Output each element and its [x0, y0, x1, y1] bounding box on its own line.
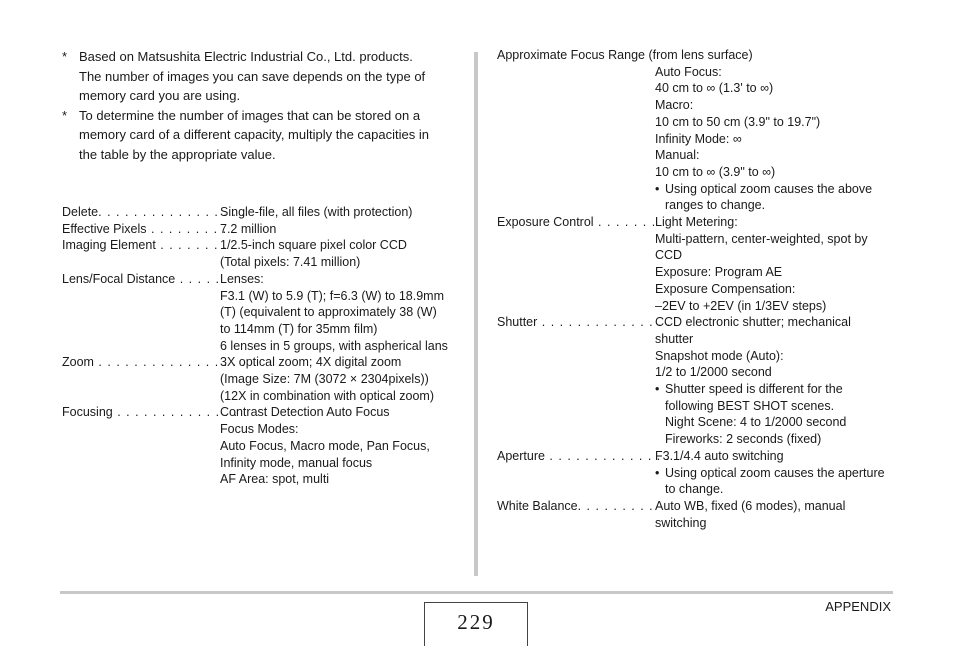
- footnotes: [62, 47, 462, 164]
- page-number-box: [424, 602, 528, 646]
- leader-dots: . . . . . . . .: [155, 238, 228, 253]
- spec-row-focusing: [62, 404, 462, 488]
- footnote-marker: *: [62, 107, 68, 123]
- spec-label: Exposure Control: [497, 215, 594, 230]
- spec-label: Shutter: [497, 315, 538, 330]
- spec-value: 40 cm to ∞ (1.3' to ∞): [655, 81, 774, 96]
- spec-row-exposure: [497, 214, 897, 314]
- leader-dots: . . . . . . . . . . . . . . .: [537, 315, 672, 330]
- spec-value: 1/2 to 1/2000 second: [655, 365, 772, 380]
- footer-rule: [60, 591, 893, 594]
- spec-label: Effective Pixels: [62, 221, 147, 236]
- spec-value: Infinity Mode: ∞: [655, 131, 742, 146]
- spec-value: Snapshot mode (Auto):: [655, 348, 784, 363]
- spec-value: Light Metering:: [655, 215, 738, 230]
- footnote: [62, 47, 462, 106]
- footnote-line: To determine the number of images that can be stored on a: [79, 107, 421, 123]
- spec-row-zoom: [62, 354, 462, 404]
- spec-list-right: [497, 47, 897, 531]
- spec-value: (Image Size: 7M (3072 × 2304pixels)): [220, 372, 429, 387]
- spec-row-imaging-element: [62, 237, 462, 270]
- spec-row-focus-range: [497, 64, 897, 214]
- spec-label: Aperture: [497, 448, 545, 463]
- spec-value: (Total pixels: 7.41 million): [220, 255, 361, 270]
- spec-row-white-balance: [497, 498, 897, 531]
- spec-value: F3.1/4.4 auto switching: [655, 448, 784, 463]
- leader-dots: . . . . . . . . .: [146, 221, 228, 236]
- footnote-line: the table by the appropriate value.: [79, 146, 276, 162]
- spec-value: Auto Focus, Macro mode, Pan Focus,: [220, 438, 430, 453]
- leader-dots: . . . . .: [175, 271, 220, 286]
- bullet-note: • Shutter speed is different for the: [655, 381, 897, 398]
- bullet-note-line: Night Scene: 4 to 1/2000 second: [665, 415, 847, 430]
- spec-row-effective-pixels: [62, 221, 462, 238]
- spec-label: Focusing: [62, 405, 113, 420]
- left-column: [62, 47, 462, 487]
- leader-dots: . . . . . . .: [593, 215, 657, 230]
- spec-value: –2EV to +2EV (in 1/3EV steps): [655, 298, 827, 313]
- spec-value: Exposure Compensation:: [655, 281, 796, 296]
- footnote-marker: *: [62, 49, 68, 64]
- spec-value: 3X optical zoom; 4X digital zoom: [220, 355, 402, 370]
- bullet-note-line: to change.: [665, 482, 724, 497]
- spec-value: Focus Modes:: [220, 422, 299, 437]
- spec-value: Lenses:: [220, 271, 264, 286]
- spec-label-focus-range: Approximate Focus Range (from lens surface): [497, 48, 753, 62]
- bullet-note: • Using optical zoom causes the aperture: [655, 465, 897, 482]
- spec-value: to 114mm (T) for 35mm film): [220, 321, 378, 336]
- section-name: APPENDIX: [825, 599, 891, 614]
- column-divider: [474, 52, 478, 576]
- spec-label: Lens/Focal Distance: [62, 271, 176, 286]
- footnote-line: memory card of a different capacity, multiply the capacities in: [79, 127, 429, 142]
- spec-value: 10 cm to ∞ (3.9" to ∞): [655, 164, 776, 179]
- page-number: 229: [457, 610, 495, 634]
- leader-dots: . . . . . . . . .: [577, 498, 654, 513]
- spec-label: Imaging Element: [62, 238, 156, 253]
- leader-dots: . . . . . . . . . . . . . . . . .: [93, 355, 247, 370]
- spec-value: 7.2 million: [220, 221, 277, 236]
- spec-label: Delete: [62, 205, 99, 219]
- footnote-line: Based on Matsushita Electric Industrial Co., Ltd. products.: [79, 49, 413, 64]
- spec-value: Macro:: [655, 98, 694, 113]
- spec-value: Auto Focus:: [655, 64, 722, 79]
- bullet-note: • Using optical zoom causes the above: [655, 181, 897, 198]
- bullet-note-line: following BEST SHOT scenes.: [665, 398, 835, 413]
- spec-row-shutter: [497, 314, 897, 448]
- spec-value: Contrast Detection Auto Focus: [220, 405, 390, 420]
- spec-value: 6 lenses in 5 groups, with aspherical lans: [220, 338, 448, 353]
- footnote: [62, 106, 462, 165]
- spec-label: White Balance: [497, 498, 578, 513]
- leader-dots: . . . . . . . . . . . . . . . . .: [98, 205, 246, 219]
- spec-row-lens: [62, 271, 462, 355]
- spec-value: Exposure: Program AE: [655, 265, 783, 280]
- leader-dots: . . . . . . . . . . . . . .: [112, 405, 238, 420]
- leader-dots: . . . . . . . . . . . . . .: [544, 448, 671, 463]
- spec-row-aperture: [497, 448, 897, 498]
- spec-value: 10 cm to 50 cm (3.9" to 19.7"): [655, 114, 821, 129]
- spec-value: CCD electronic shutter; mechanical: [655, 315, 851, 330]
- footnote-line: The number of images you can save depends on the type of: [79, 68, 426, 84]
- spec-value: Auto WB, fixed (6 modes), manual: [655, 498, 846, 513]
- spec-row-delete: [62, 204, 462, 221]
- spec-value: Multi-pattern, center-weighted, spot by: [655, 231, 868, 246]
- spec-value: 1/2.5-inch square pixel color CCD: [220, 238, 407, 253]
- spec-value: F3.1 (W) to 5.9 (T); f=6.3 (W) to 18.9mm: [220, 288, 445, 303]
- spec-value: shutter: [655, 331, 694, 346]
- footnote-line: memory card you are using.: [79, 88, 241, 103]
- spec-label: Zoom: [62, 355, 94, 370]
- spec-value: CCD: [655, 248, 683, 263]
- bullet-note-line: ranges to change.: [665, 198, 766, 213]
- spec-list-left: [62, 204, 462, 488]
- spec-value: switching: [655, 515, 707, 530]
- spec-value: AF Area: spot, multi: [220, 472, 330, 487]
- spec-value: (T) (equivalent to approximately 38 (W): [220, 305, 437, 320]
- spec-value: Manual:: [655, 148, 700, 163]
- bullet-note-line: Fireworks: 2 seconds (fixed): [665, 432, 822, 447]
- spec-value: Infinity mode, manual focus: [220, 455, 373, 470]
- spec-value: (12X in combination with optical zoom): [220, 388, 434, 403]
- spec-value: Single-file, all files (with protection): [220, 205, 413, 219]
